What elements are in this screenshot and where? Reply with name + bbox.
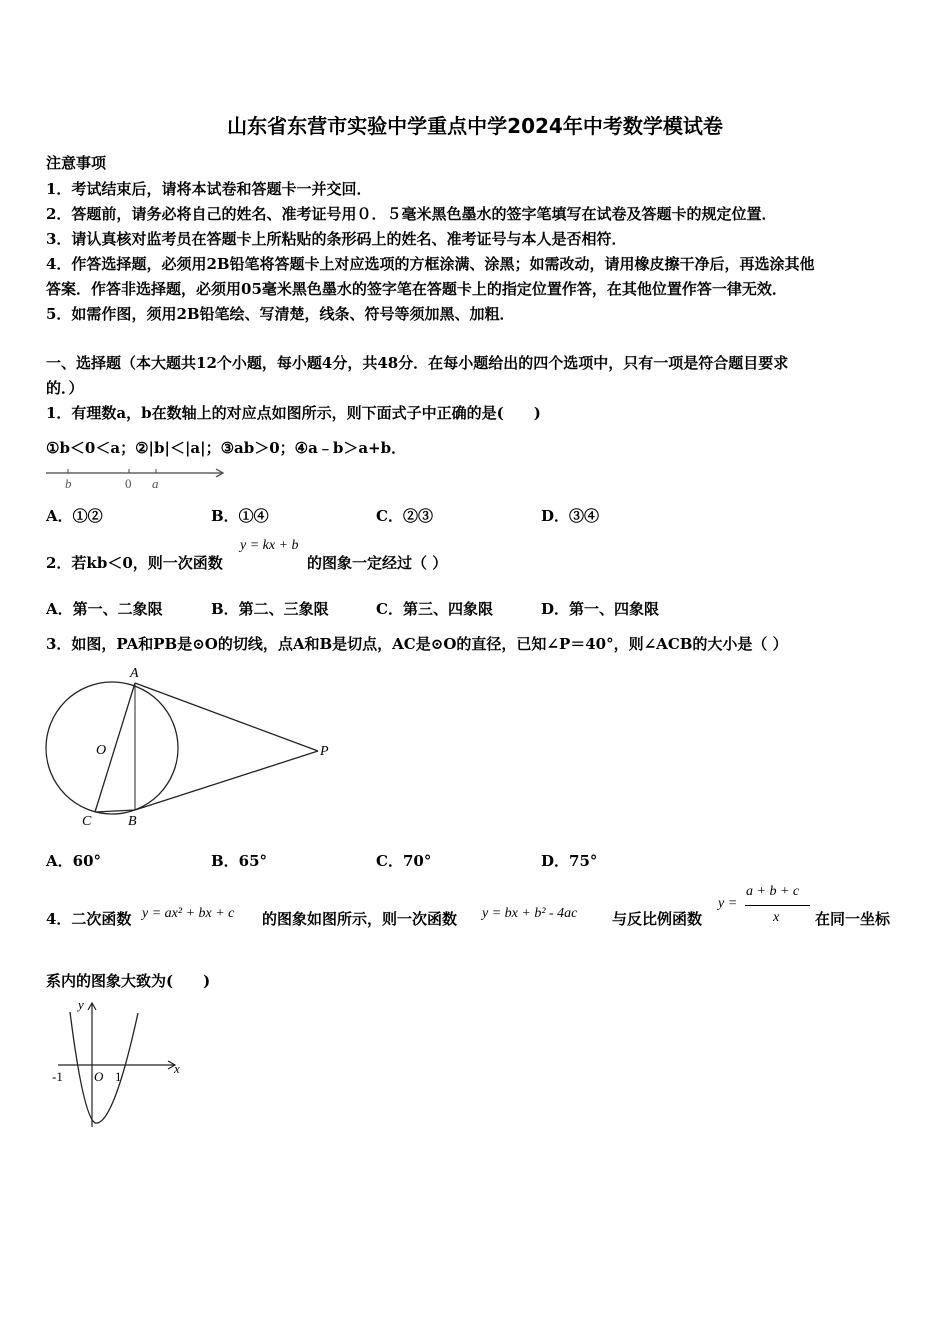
q1-option-a: A．①② (46, 507, 103, 525)
q2-option-d: D．第一、四象限 (541, 600, 660, 618)
q4-formula-quadratic: y = ax² + bx + c (142, 906, 235, 921)
notice-item-4: 4．作答选择题，必须用2B铅笔将答题卡上对应选项的方框涂满、涂黑；如需改动，请用橡皮擦干净后，再选涂其他 (46, 255, 815, 273)
q3-circle-figure (40, 660, 340, 835)
q2-option-a: A．第一、二象限 (46, 600, 163, 618)
label-1: 1 (115, 1069, 122, 1084)
q1-number-line (44, 463, 229, 493)
q1-statements: ①b＜0＜a；②|b|＜|a|；③ab＞0；④a﹣b＞a+b． (46, 439, 407, 457)
parabola-curve (70, 1012, 138, 1123)
q1-option-d: D．③④ (541, 507, 600, 525)
q3-option-d: D．75° (541, 852, 598, 870)
notice-item-5: 5．如需作图，须用2B铅笔绘、写清楚，线条、符号等须加黑、加粗． (46, 305, 515, 323)
q4-formula-inverse-den: x (773, 910, 780, 925)
label-neg-1: -1 (52, 1069, 63, 1084)
q4-stem-mid1: 的图象如图所示，则一次函数 (262, 910, 458, 928)
label-o: O (96, 743, 107, 758)
label-a: A (130, 666, 139, 681)
q4-stem-pre: 4．二次函数 (46, 910, 132, 928)
q3-option-a: A．60° (46, 852, 102, 870)
q2-stem-pre: 2．若kb＜0，则一次函数 (46, 554, 223, 572)
tangent-pb (135, 751, 318, 810)
q1-option-b: B．①④ (211, 507, 269, 525)
q3-option-b: B．65° (211, 852, 268, 870)
q4-formula-linear: y = bx + b² - 4ac (482, 906, 578, 921)
label-0: 0 (125, 476, 132, 491)
circle-o (46, 682, 178, 814)
label-a: a (152, 476, 159, 491)
q3-stem: 3．如图，PA和PB是⊙O的切线，点A和B是切点，AC是⊙O的直径，已知∠P＝40°，则∠ACB的大小是（ ） (46, 635, 788, 653)
tangent-pa (135, 683, 318, 751)
notice-item-3: 3．请认真核对监考员在答题卡上所粘贴的条形码上的姓名、准考证号与本人是否相符． (46, 230, 627, 248)
notice-heading: 注意事项 (46, 154, 107, 172)
q2-option-b: B．第二、三象限 (211, 600, 329, 618)
label-c: C (82, 814, 92, 829)
notice-item-1: 1．考试结束后，请将本试卷和答题卡一并交回． (46, 180, 372, 198)
page-title: 山东省东营市实验中学重点中学2024年中考数学模试卷 (227, 114, 723, 138)
fraction-bar (745, 905, 810, 906)
label-origin: O (94, 1069, 104, 1084)
label-x: x (174, 1061, 180, 1076)
q4-formula-inverse-lhs: y = (718, 896, 738, 911)
q2-formula: y = kx + b (240, 538, 299, 553)
label-b: b (65, 476, 72, 491)
notice-item-2: 2．答题前，请务必将自己的姓名、准考证号用０．５毫米黑色墨水的签字笔填写在试卷及答题卡的规定位置． (46, 205, 777, 223)
section-heading: 一、选择题（本大题共12个小题，每小题4分，共48分．在每小题给出的四个选项中，只有一项是符合题目要求 (46, 354, 789, 372)
q4-stem-post: 在同一坐标 (815, 910, 891, 928)
q4-stem-mid2: 与反比例函数 (612, 910, 703, 928)
label-b: B (128, 814, 137, 829)
q1-stem: 1．有理数a，b在数轴上的对应点如图所示，则下面式子中正确的是( ) (46, 404, 541, 422)
q1-option-c: C．②③ (376, 507, 433, 525)
q4-formula-inverse-num: a + b + c (746, 884, 800, 899)
label-p: P (320, 744, 329, 759)
q3-option-c: C．70° (376, 852, 432, 870)
q4-parabola-graph (50, 995, 190, 1135)
q4-stem-line2: 系内的图象大致为( ) (46, 972, 211, 990)
section-heading-cont: 的．） (46, 379, 84, 397)
notice-item-4-cont: 答案．作答非选择题，必须用05毫米黑色墨水的签字笔在答题卡上的指定位置作答，在其他位置作答一律无效． (46, 280, 787, 298)
q2-stem-post: 的图象一定经过（ ） (307, 554, 448, 572)
q2-option-c: C．第三、四象限 (376, 600, 493, 618)
label-y: y (78, 997, 84, 1012)
